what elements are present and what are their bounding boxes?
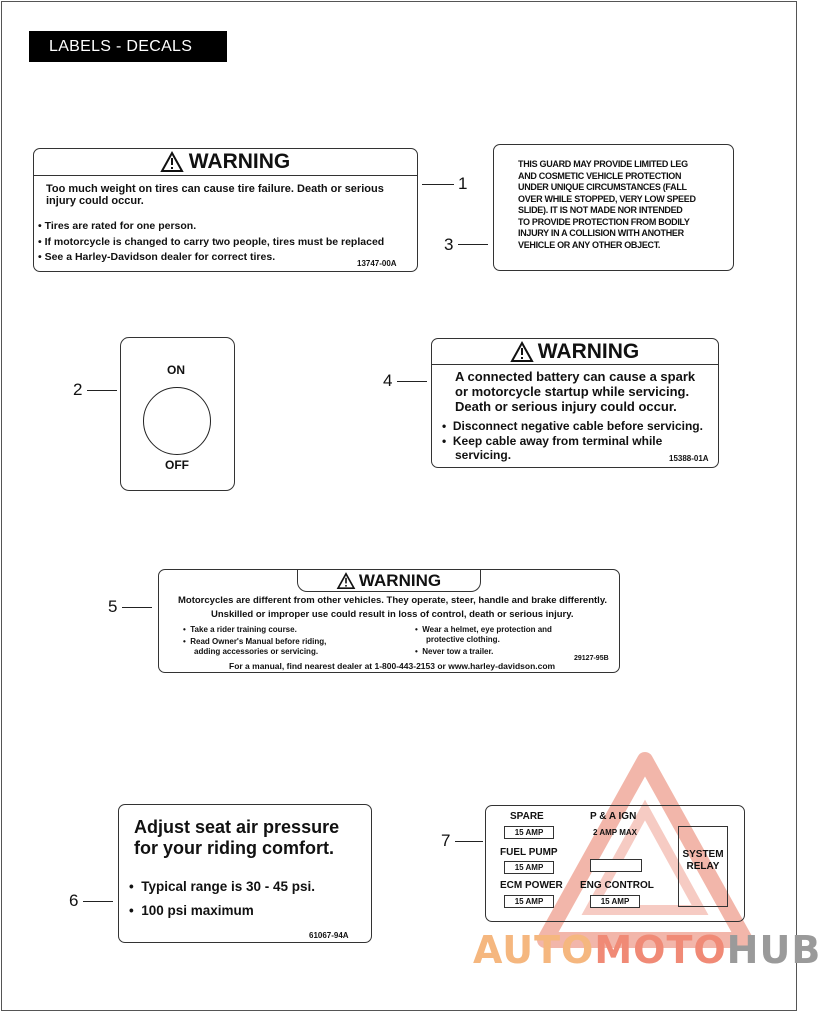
- system-relay-box: SYSTEM RELAY: [678, 826, 728, 907]
- callout-leader: [397, 381, 427, 382]
- callout-leader: [122, 607, 152, 608]
- fuse-slot-empty: [590, 859, 642, 872]
- fuse-label-spare: SPARE: [510, 811, 544, 822]
- rider-warning-label: [158, 569, 620, 673]
- warning-text: Too much weight on tires can cause tire failure. Death or serious: [46, 183, 384, 195]
- switch-hole: [143, 387, 211, 455]
- section-title: LABELS - DECALS: [29, 31, 227, 62]
- bullet-item: • Never tow a trailer.: [415, 647, 494, 656]
- callout-number: 5: [108, 597, 118, 616]
- fuse-label-ecm-power: ECM POWER: [500, 880, 563, 891]
- part-number: 15388-01A: [669, 454, 709, 463]
- callout-leader: [83, 901, 113, 902]
- callout-number: 1: [458, 174, 468, 193]
- fuse-label-p-and-a-ign: P & A IGN: [590, 811, 637, 822]
- callout-leader: [458, 244, 488, 245]
- part-number: 13747-00A: [357, 259, 397, 268]
- warning-triangle-icon: [161, 152, 183, 172]
- bullet-item: • Tires are rated for one person.: [38, 220, 197, 232]
- warning-triangle-icon: [511, 342, 533, 362]
- footer-text: For a manual, find nearest dealer at 1-800-443-2153 or www.harley-davidson.com: [229, 661, 556, 671]
- callout-number: 3: [444, 235, 454, 254]
- guard-text: THIS GUARD MAY PROVIDE LIMITED LEG AND COSMETIC VEHICLE PROTECTION UNDER UNIQUE CIRCUMSTANCES (FALL OVER WHILE STOPPED, VERY LOW SPEED SLIDE). IT IS NOT MADE NOR INTENDED TO PROVIDE PROTECTION FROM BODILY INJURY IN A COLLISION WITH ANOTHER VEHICLE OR ANY OTHER OBJECT.: [518, 159, 696, 250]
- bullet-item: • Read Owner's Manual before riding,: [183, 637, 327, 646]
- callout-number: 6: [69, 891, 79, 910]
- bullet-item: • If motorcycle is changed to carry two people, tires must be replaced: [38, 236, 385, 248]
- fuse-rating-eng-control: 15 AMP: [590, 895, 640, 908]
- bullet-item: • Typical range is 30 - 45 psi.: [129, 879, 316, 894]
- label-heading: Adjust seat air pressure: [134, 817, 340, 837]
- seat-pressure-label: [118, 804, 372, 943]
- callout-number: 2: [73, 380, 83, 399]
- warning-triangle-icon: [337, 573, 355, 589]
- bullet-item: • See a Harley-Davidson dealer for correct tires.: [38, 251, 276, 263]
- bullet-item: protective clothing.: [426, 635, 500, 644]
- warning-heading: WARNING: [297, 570, 481, 592]
- label-heading: for your riding comfort.: [134, 838, 334, 858]
- fuse-rating-spare: 15 AMP: [504, 826, 554, 839]
- warning-text: A connected battery can cause a spark or motorcycle startup while servicing. Death or serious injury could occur.: [455, 369, 696, 414]
- watermark-auto: AUTO: [473, 928, 595, 972]
- battery-warning-label: [431, 338, 719, 468]
- off-text: OFF: [165, 458, 189, 472]
- warning-heading: WARNING: [432, 339, 718, 365]
- fuse-rating-ecm-power: 15 AMP: [504, 895, 554, 908]
- on-off-switch-label: [120, 337, 235, 491]
- warning-heading: WARNING: [34, 149, 417, 176]
- fuse-rating-p-and-a-ign: 2 AMP MAX: [592, 828, 637, 837]
- fuse-panel-label: [485, 805, 745, 922]
- bullet-item: • Keep cable away from terminal while: [442, 434, 663, 448]
- fuse-rating-fuel-pump: 15 AMP: [504, 861, 554, 874]
- watermark-hub: HUB: [726, 928, 821, 972]
- callout-number: 7: [441, 831, 451, 850]
- bullet-item: • Disconnect negative cable before servicing.: [442, 419, 703, 433]
- warning-text: Motorcycles are different from other vehicles. They operate, steer, handle and brake differently.: [178, 595, 608, 606]
- part-number: 29127-95B: [574, 655, 609, 662]
- callout-leader: [87, 390, 117, 391]
- callout-number: 4: [383, 371, 393, 390]
- bullet-item: • Wear a helmet, eye protection and: [415, 625, 552, 634]
- fuse-label-eng-control: ENG CONTROL: [580, 880, 654, 891]
- tire-warning-label: [33, 148, 418, 272]
- automotohub-watermark: [473, 928, 821, 972]
- callout-leader: [422, 184, 454, 185]
- bullet-item: adding accessories or servicing.: [194, 647, 319, 656]
- part-number: 61067-94A: [309, 931, 349, 940]
- bullet-item: servicing.: [455, 448, 512, 462]
- warning-text: Unskilled or improper use could result in loss of control, death or serious injury.: [211, 609, 574, 620]
- callout-leader: [455, 841, 483, 842]
- leg-guard-label: [493, 144, 734, 271]
- bullet-item: • 100 psi maximum: [129, 903, 254, 918]
- fuse-label-fuel-pump: FUEL PUMP: [500, 847, 558, 858]
- watermark-moto: MOTO: [594, 928, 727, 972]
- bullet-item: • Take a rider training course.: [183, 625, 297, 634]
- warning-text: injury could occur.: [46, 195, 144, 207]
- on-text: ON: [167, 363, 185, 377]
